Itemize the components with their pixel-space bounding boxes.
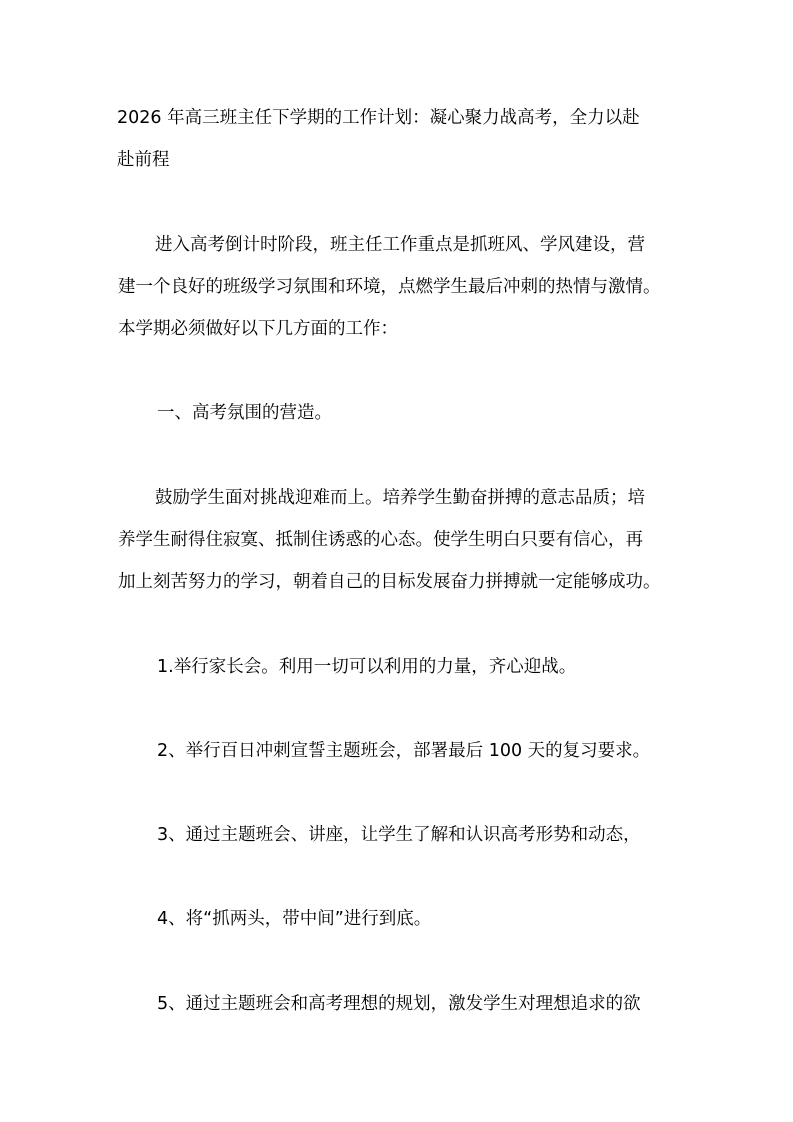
intro-paragraph-line-2: 建一个良好的班级学习氛围和环境，点燃学生最后冲刺的热情与激情。: [118, 277, 661, 297]
list-item: 3、通过主题班会、讲座，让学生了解和认识高考形势和动态，: [157, 825, 641, 845]
intro-paragraph-line-1: 进入高考倒计时阶段，班主任工作重点是抓班风、学风建设，营: [155, 235, 645, 255]
section-heading: 一、高考氛围的营造。: [157, 403, 332, 423]
list-item: 4、将“抓两头，带中间”进行到底。: [157, 909, 432, 929]
section-paragraph-line-1: 鼓励学生面对挑战迎难而上。培养学生勤奋拼搏的意志品质；培: [155, 488, 645, 508]
list-item: 5、通过主题班会和高考理想的规划，激发学生对理想追求的欲: [157, 994, 641, 1014]
document-title-line-2: 赴前程: [117, 150, 170, 170]
document-title-line-1: 2026 年高三班主任下学期的工作计划：凝心聚力战高考，全力以赴: [117, 108, 640, 128]
section-paragraph-line-2: 养学生耐得住寂寞、抵制住诱惑的心态。使学生明白只要有信心，再: [118, 530, 643, 550]
section-paragraph-line-3: 加上刻苦努力的学习，朝着自己的目标发展奋力拼搏就一定能够成功。: [118, 572, 661, 592]
list-item: 1.举行家长会。利用一切可以利用的力量，齐心迎战。: [157, 657, 577, 677]
list-item: 2、举行百日冲刺宣誓主题班会，部署最后 100 天的复习要求。: [157, 741, 651, 761]
intro-paragraph-line-3: 本学期必须做好以下几方面的工作：: [118, 319, 398, 339]
